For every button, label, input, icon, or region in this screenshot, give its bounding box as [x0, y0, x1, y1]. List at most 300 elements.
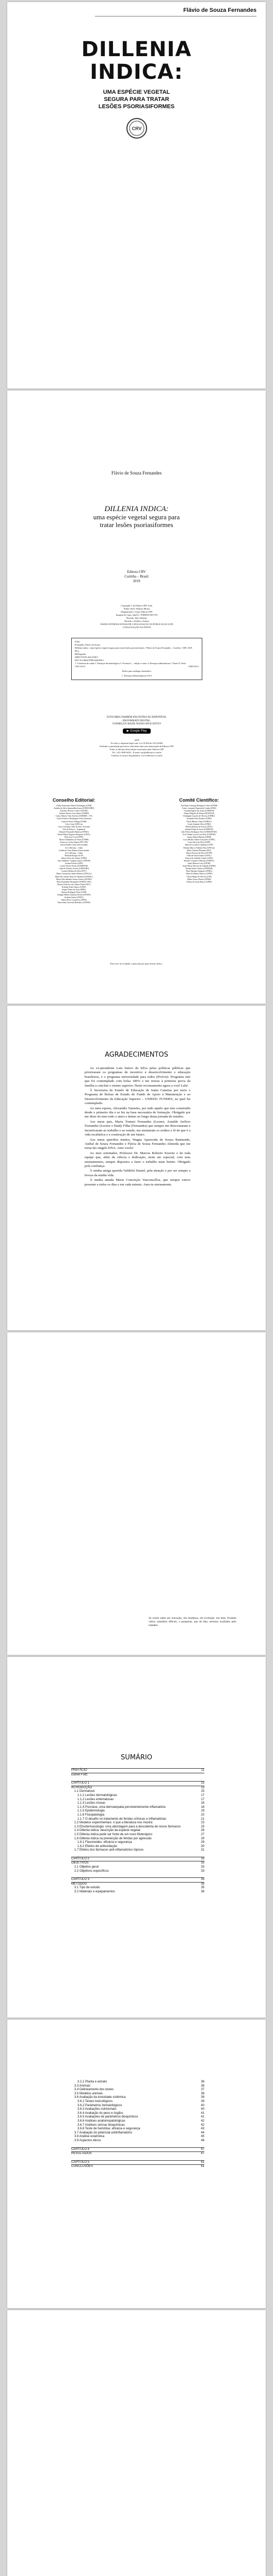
catalog-biblio: Bibliografia [75, 653, 86, 655]
toc-entry[interactable] [71, 1821, 204, 1825]
toc-entry[interactable] [71, 2100, 204, 2104]
toc-entry-label: 1.1.2 Lesões eritematosas [77, 1798, 114, 1801]
toc-entry[interactable] [71, 1866, 204, 1870]
title-page [7, 391, 266, 1004]
board-member: Ricardo Gonçalves Martins (UNIFAL) [184, 859, 215, 862]
board-member: João Felício Rodrigues Neto (UNIMONTES) [181, 831, 217, 833]
address-line: Conheça os nossos lançamentos: www.editoracrv.com.br [111, 754, 163, 757]
toc-entry-page: 29 [201, 1841, 204, 1844]
toc-entry-page: 47 [201, 2147, 204, 2151]
board-member: Rodrigo Pratte-Santos (UFES) [62, 886, 86, 888]
catalog-subjects: 1. Cobertura de saúde 2. Doenças dermatológicas 3. Psoríase I. – edição e autor 4. Doenças inflamatórias I. Título II. Série. [75, 662, 187, 665]
cover-subtitle-line3: LESÕES PSORIASIFORMES [98, 104, 175, 110]
toc-entry-label: 1.4 Dillenia indica: descrição da espécie vegetal [74, 1829, 140, 1833]
toc-entry-page: 25 [201, 1825, 204, 1828]
toc-entry-label: 3.9 Aspectos éticos [74, 2139, 101, 2142]
address-line: Foi feito o depósito legal conf. Lei 10.994 de 14/12/2004 [110, 742, 163, 744]
publisher-year: 2019 [133, 579, 140, 583]
board-member: Anselmo Alencar Colares (UFOPA) [59, 810, 88, 812]
board-member: Aldira Guimarães Duarte Domínguez (UNB) [56, 805, 92, 807]
copyright-line: DADOS INTERNACIONAIS DE CATALOGAÇÃO NA PUBLICAÇÃO (CIP) [100, 623, 173, 625]
toc-entry-page: 39 [201, 2096, 204, 2099]
toc-entry[interactable] [71, 1877, 204, 1883]
toc-entry-page: 30 [201, 1844, 204, 1848]
title-page-publisher [7, 570, 266, 584]
toc-entry-label: 3.3 Animais [74, 2084, 91, 2088]
acknowledgement-paragraph: Ao meu orientador, Professor Dr. Marcus Roberto Kravitz e de toda equipe que, além da ciência e dedicação, neste ato especial, com seus ensinamentos, sempre dispostos a fazer o trabalho mais bonito. Obrigado pela confiança. [85, 1151, 190, 1168]
toc-entry-page: 44 [201, 2131, 204, 2134]
toc-entry-page: 31 [201, 1849, 204, 1852]
toc-entry-label: 3.2 Materiais e equipamentos [74, 1890, 115, 1894]
cover-title-line2: INDICA: [90, 60, 183, 84]
toc-entry[interactable] [71, 2112, 204, 2116]
board-member: Maria de Lourdes Caltabiano (UFF) [185, 844, 214, 846]
toc-entry[interactable] [71, 1833, 204, 1837]
board-member: Tania Suely Azevedo Brasileiro (UFOPA) [57, 902, 91, 904]
blank-page [7, 2310, 266, 2576]
board-member: Jussara Maria Martins (UEPB) [187, 836, 212, 839]
toc-entry[interactable] [71, 2088, 204, 2092]
toc-entry-page: 27 [201, 1833, 204, 1836]
board-member: Sonia Maria Oliveira de Andrade (UFMS) [182, 865, 216, 868]
toc-entry-label: PREFÁCIO [71, 1769, 87, 1772]
toc-entry-page: 40 [201, 2104, 204, 2107]
acknowledgement-paragraph: Ao meu esposo, Alexandre Vanzetto, por tudo aquilo que tem construído desde o primeiro dia e se fez na base necessária de formação. Obrigado por me dizer do meu todo o amor e ânimo ao longo desta jornada de estudos. [85, 1106, 190, 1119]
board-member: Claudia Regina dos Anjos (UNIFESP) [184, 810, 214, 812]
toc-entry-page: 42 [201, 2123, 204, 2127]
legal-address [71, 739, 202, 757]
acknowledgements-title: AGRADECIMENTOS [105, 1051, 168, 1059]
toc-entry-page: 17 [201, 1793, 204, 1797]
toc-entry[interactable] [71, 2152, 204, 2156]
toc-page-continued [7, 2020, 266, 2308]
toc-entry-page: 29 [201, 1837, 204, 1840]
board-member: Carlos Leonardo Figueiredo Cunha (UFRJ) [182, 807, 216, 810]
toc-entry-page: 33 [201, 1861, 204, 1865]
board-member: Elisângela Lizardo de Oliveira (UFMG) [183, 815, 215, 818]
toc-entry-page: 38 [201, 2092, 204, 2095]
scientific-committee-title: Comitê Científico: [179, 798, 219, 803]
board-member: Lucia Hisako Takase Gonçalves (UFPA) [183, 839, 215, 841]
catalog-isbn: ISBN 978-85-444-3398-1 [75, 656, 99, 658]
acknowledgement-paragraph: À Secretaria de Estado de Educação de Santa Catarina por meio o Programa de Bolsas de Estudo do Fundo de Apoio à Manutenção e ao Desenvolvimento da Educação Superior – UNIEDU FUNDES, no qual fui contemplado. [85, 1089, 190, 1106]
boards [12, 798, 261, 905]
board-member: Eduardo Fernandes Barbosa (UFMG) [59, 831, 89, 833]
toc-entry[interactable] [71, 2084, 204, 2089]
toc-entry[interactable] [71, 2165, 204, 2169]
toc-entry[interactable] [71, 1818, 204, 1822]
catalog-index-title: Índice para catálogo sistemático [122, 670, 152, 672]
board-member: Lourdes Helena da Silva (UFV) [61, 870, 87, 873]
acknowledgement-paragraph: À minha amiga querida Valdirlei Daniel, pela atenção e por ser sempre a leveza da minha vida. [85, 1169, 190, 1177]
toc-entry-page: 40 [201, 2108, 204, 2111]
board-member: Elione Maria Nogueira Diogenes (UFAL) [57, 834, 90, 836]
address-line: Todos os direitos desta edição reservados pela: Editora CRV [109, 748, 164, 751]
board-member: Francisco Carlos Duarte (PUC-PR) [60, 841, 88, 844]
toc-entry-page: 13 [201, 1782, 204, 1785]
toc-entry-page: 19 [201, 1809, 204, 1813]
publisher-logo-icon [126, 117, 148, 139]
board-member: Luiza Alves da Silva (UFPI) [188, 841, 211, 844]
catalog-index-entry: 1. Doenças dermatológicas 616.5 [121, 674, 152, 677]
toc-entry-label: INTRODUÇÃO [71, 1786, 92, 1789]
peer-review-note: Este livro foi avaliado e aprovado por pareceristas ad hoc. [110, 962, 163, 965]
board-member: Simone Rodrigues Pinto (UNB) [61, 891, 87, 894]
board-member: José Cláudio Garcia Lira Neto (UNIFOR) [182, 834, 216, 836]
scientific-committee-list [138, 805, 261, 884]
catalog-pages: 80 p. [75, 650, 79, 652]
toc-entry[interactable] [71, 2124, 204, 2128]
toc-entry[interactable] [71, 1781, 204, 1786]
board-member: Vitória Régia de Oliveira (UFF) [186, 875, 212, 878]
toc-entry-label: 1.1.6 Fisiopatologia [77, 1813, 105, 1817]
toc-entry-label: 2.1 Objetivo geral [74, 1866, 99, 1869]
google-play-badge[interactable] [123, 728, 151, 734]
catalog-classification [75, 665, 199, 668]
toc-entry-page: 37 [201, 2088, 204, 2092]
toc-entry-page: 39 [201, 2099, 204, 2103]
toc-entry-label: 1.1 Dermatose [74, 1790, 95, 1793]
toc-entry-page: 18 [201, 1802, 204, 1805]
toc-entry[interactable] [71, 1883, 204, 1887]
cover-author: Flávio de Souza Fernandes [183, 7, 256, 13]
copyright-block [71, 604, 202, 629]
toc-entry-label: 3.7 Avaliação do potencial antiinflamatório [74, 2131, 132, 2134]
editorial-board-title: Conselho Editorial: [52, 798, 95, 803]
toc-entry[interactable] [71, 2108, 204, 2112]
title-page-subtitle-line1: uma espécie vegetal segura para [93, 513, 180, 521]
acknowledgements-page [7, 1006, 266, 1330]
toc-entry[interactable] [71, 1773, 204, 1777]
toc-entry-label: 1.1.3 Lesões róseas [77, 1802, 106, 1805]
acknowledgement-paragraph: Ao ex-presidente Luiz Inácio da Silva pelas políticas públicas que priorizaram os programas de incentivo à desenvolvimento e educação brasileiros, e o programa universidade para todos (ProUni). Programa este que foi contemplado com bolsa 100% e me trouxe à primeira prova da família a concluir o ensino superior. Neste reconsamento agora a você Lula! [85, 1066, 190, 1088]
ebook-line: CONHEÇA E BAIXE NOSSO APLICATIVO! [112, 723, 162, 725]
board-member: Sydione Santos (UEPG) [64, 896, 84, 899]
board-member: Sérgio Nunes de Jesus (IFRO) [62, 889, 86, 891]
toc-entry-label: RESULTADOS [71, 2152, 92, 2156]
board-member: Marina Marcos Valentin Dias (UFSCar) [183, 846, 215, 849]
toc-gap [71, 2156, 204, 2160]
board-member: Mário Antônio Baraúna (UFU) [187, 849, 212, 852]
toc-entry[interactable] [71, 1845, 204, 1849]
toc-entry-page: 21 [201, 1817, 204, 1821]
toc-entry[interactable] [71, 1802, 204, 1806]
board-member: Gisele Andrade Silva (UFRJ) [187, 823, 211, 825]
toc-entry[interactable] [71, 1790, 204, 1794]
board-member: Andréia da Silva Quintanilha Sousa (UNIR/UFRN) [54, 807, 94, 810]
toc-entry[interactable] [71, 1849, 204, 1853]
toc-entry[interactable] [71, 1825, 204, 1829]
toc-entry-label: CAPÍTULO 4 [71, 2147, 90, 2151]
address-line: 2019 [134, 739, 139, 741]
toc-entry-label: 3.5 Modelos animais [74, 2092, 103, 2095]
scientific-committee [138, 798, 261, 905]
toc-page [7, 1657, 266, 2018]
toc-entry[interactable] [71, 1870, 204, 1874]
catalog-author: Fernandes, Flávio de Souza. [75, 643, 101, 646]
board-member: Gloria Fariñas León (Universidade [60, 844, 88, 846]
title-page-title: DILLENIA INDICA: [104, 505, 169, 513]
editorial-board-list [12, 805, 136, 905]
toc-entry-label: CAPÍTULO 1 [71, 1782, 90, 1785]
toc-entry-label: 1.5 Dillenia indica pode ser fonte de um novo fitoterápico [74, 1833, 153, 1836]
epigraph-page [7, 1332, 266, 1655]
toc-entry-label: 1.6.1 Flavonoides: eficácia e segurança [77, 1841, 132, 1844]
board-member: Carlos Alberto Vilar Estêvão (UMINHO – PT) [55, 815, 92, 818]
toc-entry-page: 61 [201, 2165, 204, 2168]
address-line: Proibida a reprodução parcial ou total desta obra sem autorização da Editora CRV [100, 745, 174, 748]
toc-list [71, 1768, 204, 1894]
play-icon: ▶ [126, 729, 130, 733]
acknowledgement-paragraph: Aos meus pais, Maria Tomazi Fernandes (Leonor, Arnaldo Jorlício Fernandes (Leonor e Haidy Filha (Fernandes) que sempre me direcionaram e incentivaram ao trabalho e ao estudo, me ensinaram os sonhos e fé de que é a vida escabárica e a construção de um futuro. [85, 1120, 190, 1137]
toc-entry-label: 3.6 Avaliação da toxicidade sistêmica [74, 2096, 126, 2099]
board-member: Tadeu Oliver Gonçalves (UFPA) [61, 899, 87, 902]
board-member: Três de Febrero – Argentina) [62, 828, 86, 831]
toc-entry-label: 1.7 Efeitos dos fármacos anti-inflamatórios tópicos [74, 1849, 144, 1852]
copyright-line: CATALOGAÇÃO NA FONTE [122, 626, 151, 629]
board-member: de La Havana – Cuba) [65, 852, 83, 854]
toc-entry-page: 26 [201, 1829, 204, 1833]
toc-entry-label: 1.6.2 Efeitos de antioxidação [77, 1844, 118, 1848]
board-member: Élsio José Corá (UFFS) [65, 836, 84, 839]
toc-entry-page: 41 [201, 2111, 204, 2115]
title-page-subtitle-line2: tratar lesões psoriasiformes [100, 521, 173, 529]
board-member: Tatiana Kelly Cardoso (UNIFESP) [185, 868, 213, 870]
board-member: Patricia de Andrade Gomes (UFSJ) [185, 857, 213, 859]
copyright-line: Copyright © da Editora CRV Ltda. [121, 604, 153, 607]
toc-entry[interactable] [71, 1857, 204, 1862]
toc-entry[interactable] [71, 1798, 204, 1802]
toc-entry-label: 1.2 Modelos experimentais: o que a literatura nos mostra [74, 1821, 153, 1825]
toc-entry-label: CAPÍTULO 5 [71, 2160, 90, 2164]
board-member: Maria de Lourdes Pinto de Almeida (UNOESC) [55, 875, 93, 878]
toc-entry[interactable] [71, 2080, 204, 2084]
board-member: Helena Barbosa de Souza (UFCE) [185, 825, 213, 828]
title-page-author: Flávio de Souza Fernandes [111, 470, 162, 476]
toc-entry-label: CONCLUSÕES [71, 2165, 93, 2168]
board-member: Wilson de Souza Barros (UFRJ) [186, 880, 212, 883]
toc-gap [71, 1873, 204, 1877]
toc-entry-label: 3.8 Análise estatística [74, 2135, 105, 2139]
toc-entry-label: 3.6.7 Análises séricas bioquímicas [77, 2123, 125, 2127]
toc-entry[interactable] [71, 1861, 204, 1866]
toc-entry[interactable] [71, 1841, 204, 1845]
board-member: Guillermo Arias Beatón (Universidade [58, 849, 89, 852]
board-member: Eliane Delgado de Moura (FIOCRUZ) [184, 812, 215, 815]
board-member: Fernanda Pires Romero (UFRJ) [186, 818, 212, 820]
toc-entry[interactable] [71, 2120, 204, 2124]
toc-entry[interactable] [71, 2096, 204, 2100]
cover-subtitle-line1: UMA ESPÉCIE VEGETAL [103, 89, 170, 95]
toc-entry[interactable] [71, 1809, 204, 1814]
epigraph-text: Se existe saber em inovação, em mudança, em evolução, em bem, Existem vários caminhos difíceis, e pesquisas, que de fato, seremos avaliados pelo trabalho. [149, 1617, 236, 1627]
toc-gap [71, 1777, 204, 1781]
board-member: Elizeu Clementino de Souza (UNEB) [59, 839, 89, 841]
board-member: Cesar Gerónimo Tello (Univer. Nacional [58, 825, 90, 828]
catalog-cdd: CDD 616.5 [188, 665, 199, 668]
toc-entry[interactable] [71, 2104, 204, 2108]
board-member: Mayra Ferreira da Silva (UFTM) [186, 852, 212, 854]
cover-page [7, 2, 266, 388]
toc-entry-page: 45 [201, 2135, 204, 2139]
catalog-cdu: CDU 616.5 [75, 665, 86, 668]
catalog-title: Dillenia indica : uma espécie vegetal segura para tratar lesões psoriasiformes / Flávio de Souza Fernandes – Curitiba : CRV, 2019. [75, 647, 193, 649]
google-play-label: Google Play [130, 729, 147, 733]
toc-entry-label: Daniel Foltz [71, 1773, 88, 1776]
toc-entry-page: 42 [201, 2119, 204, 2123]
catalog-card [71, 638, 202, 680]
cover-subtitle-line2: SEGURA PARA TRATAR [104, 96, 169, 103]
toc-entry-label: 3.2.1 Planta e extrato [77, 2080, 107, 2083]
toc-entry-label: 3.1 Tipo de estudo [74, 1886, 100, 1890]
toc-entry-page: 17 [201, 1798, 204, 1801]
ebook-notice [71, 716, 202, 734]
toc-entry[interactable] [71, 1794, 204, 1798]
cover-subtitle [7, 89, 266, 110]
toc-entry-page: 61 [201, 2160, 204, 2164]
board-member: Flávia Ribeiro Viana (UNIFAL) [186, 820, 212, 823]
acknowledgement-paragraph: Aos meus queridos irmãos, Wagna Aparecida de Souza Raimundo, Anibal de Souza Fernandes e Flávia de Souza Fernandes Almeida que me torna tão singelo DNA. Amo vocês! [85, 1138, 190, 1150]
toc-entry[interactable] [71, 1886, 204, 1890]
board-member: Jailson Alves dos Santos (UFRJ) [61, 857, 87, 859]
toc-entry[interactable] [71, 2131, 204, 2136]
board-member: Otília de Souza Santos (UFAL) [186, 854, 212, 857]
board-member: Celso Conti (UFSCar) [65, 823, 83, 825]
catalog-code: F363 [75, 640, 80, 643]
catalog-doi: DOI 10.24824/978854443398.1 [75, 659, 104, 662]
toc-entry-label: 3.6.4 Avaliação do peso e órgãos [77, 2111, 123, 2115]
board-member: Helmuth Krüger (UCP) [65, 854, 84, 857]
toc-entry-label: 2.2 Objetivos específicos [74, 1869, 109, 1873]
toc-entry[interactable] [71, 2115, 204, 2120]
address-line: Tel.: (41) 3039-6418 – E-mail: sac@editoracrv.com.br [112, 751, 162, 754]
board-member: Thaís Marques Sampaio (UFMG) [186, 870, 213, 873]
toc-entry-page: 33 [201, 1857, 204, 1860]
title-page-subtitle [7, 513, 266, 529]
toc-entry-page: 13 [201, 1786, 204, 1789]
toc-entry-page: 11 [201, 1769, 204, 1772]
toc-entry-page: 20 [201, 1813, 204, 1817]
toc-entry-label: 1.1.5 Epidemiologia [77, 1809, 105, 1813]
toc-entry-page: 36 [201, 2084, 204, 2088]
board-member: Ana Paula Camargo Rodrigues Vieira (UFSM) [181, 805, 218, 807]
toc-entry[interactable] [71, 2092, 204, 2096]
toc-entry[interactable] [71, 1786, 204, 1790]
toc-entry[interactable] [71, 2127, 204, 2131]
toc-entry-page: 43 [201, 2127, 204, 2131]
toc-entry-label: 3.4 Delineamento dos testes [74, 2088, 114, 2092]
board-member: Walter Soares Pereira (UFMS) [187, 878, 212, 880]
toc-entry[interactable] [71, 2139, 204, 2143]
publisher-city: Curitiba – Brasil [124, 574, 149, 579]
toc-entry-page: 36 [201, 2080, 204, 2083]
toc-entry-page: 46 [201, 2139, 204, 2142]
toc-entry-page: 23 [201, 1821, 204, 1825]
toc-entry-label: 3.6.6 Análises anatomopatológicas [77, 2119, 125, 2123]
board-member: Maria Cristina dos Santos Bezerra (UFSCar) [56, 873, 92, 875]
toc-entry-label: 3.6.8 Teste de hemólise, eficácia e segurança [77, 2127, 140, 2131]
toc-entry[interactable] [71, 2147, 204, 2153]
cover-title [7, 38, 266, 83]
board-member: Janaína Felipe de Jesus (UNIFESP) [185, 828, 213, 831]
toc-entry-label: CAPÍTULO 2 [71, 1857, 90, 1860]
board-member: Solange Helena Ximenes-Rocha (UFOPA) [57, 894, 91, 896]
toc-entry-label: 1.1.4 Psoríase, uma dermatopatia persistentemente inflamatória [77, 1805, 166, 1809]
cover-title-line1: DILLENIA [81, 38, 192, 61]
logo-text: CRV [132, 126, 142, 131]
toc-entry-label: 1.3 Etnofarmacologia: uma abordagem para a descoberta de novos fármacos [74, 1825, 181, 1828]
toc-entry-page: 15 [201, 1790, 204, 1793]
toc-entry-label: OBJETIVOS [71, 1861, 89, 1865]
acknowledgement-paragraph: À minha amada Maria Conceição Vasconcellos, que sempre esteve presente a todos os dias e em cada minuto. Amo-te eternamente. [85, 1178, 190, 1187]
copyright-line: Imagem de Capa: tabaYo / FOREDA DUTTA [116, 614, 158, 616]
toc-entry-page: 35 [201, 1878, 204, 1882]
toc-entry-label: 3.6.3 Avaliações nutricionais [77, 2108, 117, 2111]
board-member: Antônio Pereira Gaio Júnior (UFRRJ) [59, 812, 89, 815]
board-member: João Adalberto Campato Junior (UNESP) [57, 859, 90, 862]
toc-entry-label: 1.6 Dillenia indica na prevenção de feridas por agressão [74, 1837, 152, 1840]
toc-list-continued [71, 2080, 204, 2169]
toc-entry[interactable] [71, 1890, 204, 1894]
toc-entry-label: 3.6.2 Parâmetros hematológicos [77, 2104, 122, 2107]
publisher-name: Editora CRV [127, 570, 146, 574]
toc-entry[interactable] [71, 2160, 204, 2165]
toc-entry-page: 35 [201, 1886, 204, 1890]
board-member: Leonel Severo Rocha (UNISINOS) [60, 865, 88, 868]
toc-entry-label: 3.6.5 Avaliações de parâmetros bioquímicos [77, 2115, 138, 2119]
board-member: Josania Portela (UFPI) [65, 862, 83, 865]
toc-title: SUMÁRIO [121, 1754, 152, 1761]
toc-entry-page: 33 [201, 1866, 204, 1869]
board-member: Renato Francisco dos Santos Paula (UFG) [57, 883, 91, 886]
toc-entry-label: 1.1.1 Lesões dermatológicas [77, 1793, 117, 1797]
board-member: Vânia de Fátima Tiburcio (UFPE) [185, 873, 213, 875]
copyright-line: Diagramação e Capa: Editora CRV [121, 611, 153, 613]
toc-entry-label: 1.1.7 O desafio no tratamento de feridas crônicas e inflamatórias [77, 1817, 167, 1821]
editorial-board [12, 798, 136, 905]
toc-entry[interactable] [71, 1768, 204, 1773]
board-member: de La Havana – Cuba) [65, 846, 83, 849]
toc-entry-page: 35 [201, 1882, 204, 1886]
toc-entry-label: CAPÍTULO 3 [71, 1878, 90, 1882]
board-member: Maria Lília Imbiriba Sousa Colares (UFOPA) [56, 878, 92, 880]
board-member: Saulo Bezerra Leite (UFOB) [187, 862, 211, 865]
copyright-line: Editor-chefe: Railson Moura [123, 607, 150, 610]
toc-entry-page: 41 [201, 2115, 204, 2119]
toc-entry[interactable] [71, 1829, 204, 1833]
toc-entry-page: 18 [201, 1805, 204, 1809]
toc-entry-page: 47 [201, 2152, 204, 2156]
toc-entry-page: 33 [201, 1869, 204, 1873]
toc-entry[interactable] [71, 2135, 204, 2139]
toc-entry-label: 3.6.1 Testes toxicológicos [77, 2099, 113, 2103]
toc-entry-page: 36 [201, 1890, 204, 1894]
toc-gap [71, 1853, 204, 1857]
toc-entry-label: MÉTODOS [71, 1882, 87, 1886]
board-member: Paulo Romualdo Hernandes (UNIFAL-MG) [56, 880, 91, 883]
board-member: Carlos Federico Domínguez Avila (Unieuro) [56, 818, 92, 820]
board-member: Lídia de Oliveira Xavier (UNIEURO) [59, 868, 89, 870]
board-member: Carmen Tereza Velanga (UNIR) [61, 820, 87, 823]
ebook-line: EM FORMATO DIGITAL. [122, 719, 151, 722]
acknowledgements-body [85, 1066, 190, 1188]
copyright-line: Revisão e Análise a Autora [124, 620, 149, 622]
toc-entry[interactable] [71, 1814, 204, 1818]
toc-entry[interactable] [71, 1806, 204, 1810]
toc-entry[interactable] [71, 1837, 204, 1841]
toc-gap [71, 2143, 204, 2147]
ebook-line: ESTA OBRA TAMBÉM ENCONTRA-SE DISPONÍVEL [106, 716, 167, 719]
